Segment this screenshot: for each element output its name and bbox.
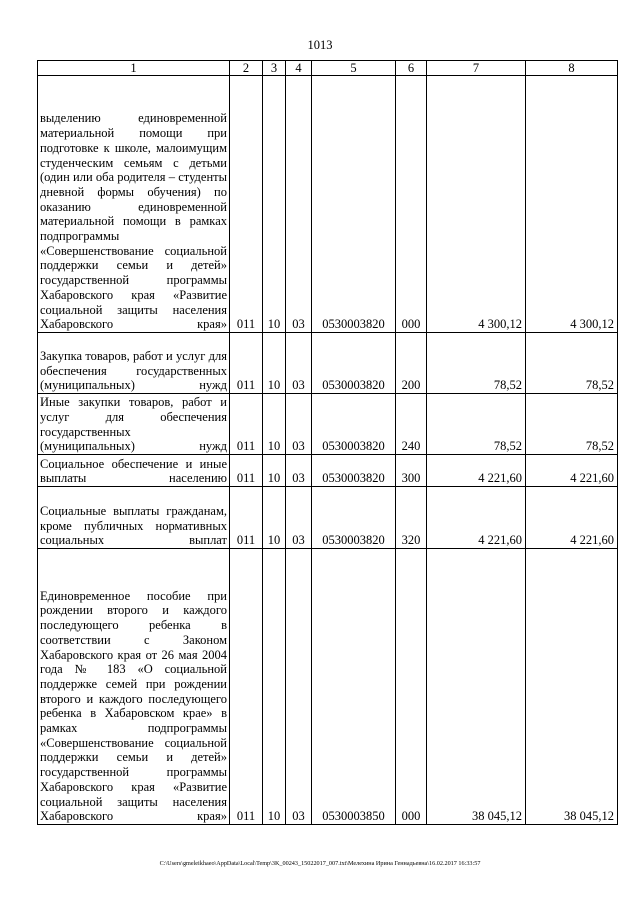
row-description: Социальные выплаты гражданам, кроме публичных нормативных социальных выплат: [38, 487, 230, 549]
header-cell-4: 4: [286, 61, 312, 76]
row-code-4: 03: [286, 549, 312, 825]
row-amount-7: 38 045,12: [427, 549, 526, 825]
table-row: [38, 487, 618, 549]
header-cell-7: 7: [427, 61, 526, 76]
row-code-4: 03: [286, 76, 312, 333]
row-description: выделению единовременной материальной помощи при подготовке к школе, малоимущим студенческим семьям с детьми (один или оба родителя – студенты дневной формы обучения) по оказанию единовременной материальной помощи в рамках подпрограммы «Совершенствование социальной поддержки семьи и детей» государственной программы Хабаровского края «Развитие социальной защиты населения Хабаровского края»: [38, 76, 230, 333]
row-code-2: 011: [230, 394, 263, 455]
row-code-3: 10: [263, 455, 286, 487]
table-header-row: [38, 61, 618, 76]
header-cell-8: 8: [526, 61, 618, 76]
row-amount-8: 4 221,60: [526, 455, 618, 487]
row-code-6: 240: [396, 394, 427, 455]
row-amount-8: 4 300,12: [526, 76, 618, 333]
row-code-4: 03: [286, 394, 312, 455]
row-amount-7: 4 221,60: [427, 455, 526, 487]
row-amount-7: 4 300,12: [427, 76, 526, 333]
row-description: Единовременное пособие при рождении второго и каждого последующего ребенка в соответствии с Законом Хабаровского края от 26 мая 2004 года № 183 «О социальной поддержке семей при рождении второго и каждого последующего ребенка в Хабаровском крае» в рамках подпрограммы «Совершенствование социальной поддержки семьи и детей» государственной программы Хабаровского края «Развитие социальной защиты населения Хабаровского края»: [38, 549, 230, 825]
row-code-3: 10: [263, 333, 286, 394]
row-code-6: 000: [396, 76, 427, 333]
row-code-6: 300: [396, 455, 427, 487]
table-row: [38, 76, 618, 333]
row-code-2: 011: [230, 333, 263, 394]
table-row: [38, 333, 618, 394]
table-row: [38, 549, 618, 825]
row-code-5: 0530003820: [312, 333, 396, 394]
header-cell-1: 1: [38, 61, 230, 76]
page-number: 1013: [307, 38, 333, 52]
header-cell-2: 2: [230, 61, 263, 76]
file-path-footer: C:\Users\gmeleikhaeo\AppData\Local\Temp\3K_00243_15022017_007.txt\Мелехина Ирина Геннадьевна\16.02.2017 16:33:57: [159, 860, 481, 867]
header-cell-6: 6: [396, 61, 427, 76]
row-amount-7: 78,52: [427, 333, 526, 394]
row-code-2: 011: [230, 76, 263, 333]
row-code-5: 0530003820: [312, 455, 396, 487]
row-code-3: 10: [263, 549, 286, 825]
row-code-2: 011: [230, 487, 263, 549]
row-code-6: 000: [396, 549, 427, 825]
row-code-5: 0530003820: [312, 76, 396, 333]
table-row: [38, 455, 618, 487]
row-amount-7: 4 221,60: [427, 487, 526, 549]
row-code-3: 10: [263, 394, 286, 455]
row-code-6: 320: [396, 487, 427, 549]
budget-table: [37, 60, 618, 825]
row-description: Социальное обеспечение и иные выплаты населению: [38, 455, 230, 487]
row-code-5: 0530003820: [312, 487, 396, 549]
header-cell-3: 3: [263, 61, 286, 76]
row-amount-8: 78,52: [526, 394, 618, 455]
row-code-2: 011: [230, 549, 263, 825]
row-amount-8: 78,52: [526, 333, 618, 394]
row-code-5: 0530003850: [312, 549, 396, 825]
row-amount-7: 78,52: [427, 394, 526, 455]
table-row: [38, 394, 618, 455]
row-amount-8: 38 045,12: [526, 549, 618, 825]
row-code-4: 03: [286, 333, 312, 394]
row-code-4: 03: [286, 455, 312, 487]
row-code-2: 011: [230, 455, 263, 487]
row-code-3: 10: [263, 487, 286, 549]
row-code-5: 0530003820: [312, 394, 396, 455]
row-description: Иные закупки товаров, работ и услуг для обеспечения государственных (муниципальных) нужд: [38, 394, 230, 455]
header-cell-5: 5: [312, 61, 396, 76]
row-amount-8: 4 221,60: [526, 487, 618, 549]
row-code-4: 03: [286, 487, 312, 549]
row-description: Закупка товаров, работ и услуг для обеспечения государственных (муниципальных) нужд: [38, 333, 230, 394]
row-code-6: 200: [396, 333, 427, 394]
row-code-3: 10: [263, 76, 286, 333]
